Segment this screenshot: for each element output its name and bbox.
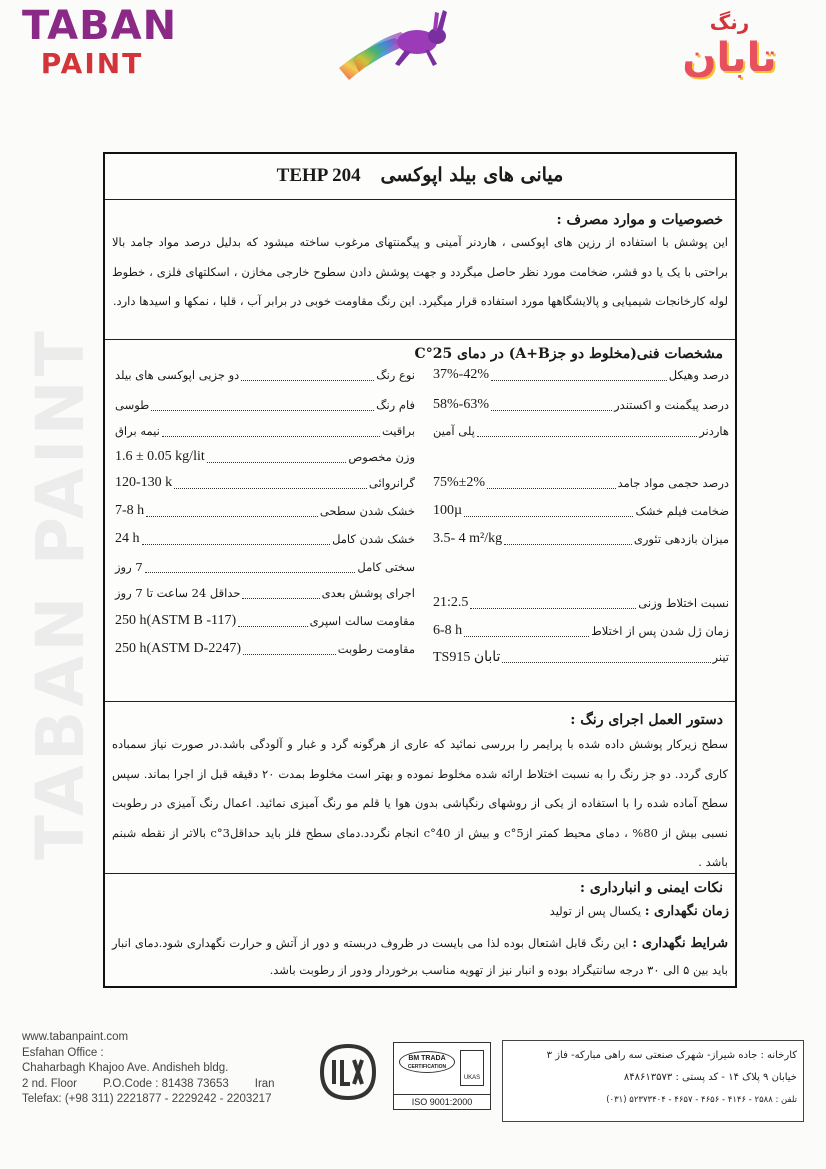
spec-row xyxy=(433,394,729,416)
bm-trada-badge xyxy=(399,1051,455,1073)
spec-row xyxy=(115,420,415,442)
watermark: TABAN PAINT xyxy=(22,327,99,860)
spec-value: 1.6 ± 0.05 kg/lit xyxy=(115,449,205,464)
spec-leader-dots xyxy=(243,643,336,655)
spec-row xyxy=(433,472,729,494)
spec-leader-dots xyxy=(238,615,307,627)
logo-fa-line2: تابان xyxy=(682,35,777,81)
spec-row xyxy=(115,556,415,578)
spec-value: 58%-63% xyxy=(433,397,489,412)
storage-cond-text: این رنگ قابل اشتعال بوده لذا می بایست در ظروف دربسته و دور از آتش و حرارت نگهداری شود.دمای انبار باید بین ۵ الی ۳۰ درجه سانتیگراد بوده و انبار نیز از تهویه مناسب برخوردار ودور از رطوبت باشد. xyxy=(112,936,728,977)
spec-leader-dots xyxy=(146,505,318,517)
spec-leader-dots xyxy=(470,597,636,609)
spec-label: خشک شدن سطحی xyxy=(319,504,415,518)
application-heading: دستور العمل اجرای رنگ : xyxy=(570,712,723,728)
spec-leader-dots xyxy=(174,477,367,489)
spec-label: فام رنگ xyxy=(376,398,415,412)
spec-label: هاردنر xyxy=(699,424,729,438)
specs-heading: مشخصات فنی(مخلوط دو جزA+B) در دمای 25°C xyxy=(414,346,723,362)
spec-leader-dots xyxy=(477,425,697,437)
safety-section xyxy=(105,874,735,988)
spec-value: 250 h(ASTM D-2247) xyxy=(115,641,241,656)
spec-label: مقاومت سالت اسپری xyxy=(309,614,415,628)
office-telefax: Telefax: (+98 311) 2221877 - 2229242 - 2203217 xyxy=(22,1093,272,1105)
spec-value: 7-8 h xyxy=(115,503,145,518)
spec-row xyxy=(115,500,415,522)
spec-value: پلی آمین xyxy=(433,424,475,438)
spec-leader-dots xyxy=(464,625,589,637)
spec-leader-dots xyxy=(491,399,612,411)
factory-line1: کارخانه : جاده شیراز- شهرک صنعتی سه راهی مبارکه- فاز ۳ xyxy=(546,1050,797,1061)
product-code: TEHP 204 xyxy=(276,165,361,186)
spec-row xyxy=(433,420,729,442)
spec-leader-dots xyxy=(145,561,356,573)
properties-text: این پوشش با استفاده از رزین های اپوکسی ، هاردنر آمینی و پیگمنتهای مرغوب ساخته میشود که بدلیل درصد مواد جامد بالا براحتی با یک یا دو قشر، ضخامت مورد نظر حاصل میگردد و جهت پوشش دادن سطوح خارجی مخازن ، اسکلتهای فلزی ، خطوط لوله کارخانجات شیمیایی و پالایشگاهها مورد استفاده قرار میگیرد. این رنگ مقاومت خوبی در برابر آب ، قلیا ، نمکها و اسیدها دارد. xyxy=(112,235,728,308)
spec-leader-dots xyxy=(504,533,632,545)
spec-row xyxy=(433,646,729,668)
spec-leader-dots xyxy=(151,399,374,411)
spec-label: زمان ژل شدن پس از اختلاط xyxy=(591,624,729,638)
office-country: Iran xyxy=(254,1077,275,1090)
factory-address xyxy=(502,1040,804,1122)
iran-standard-icon xyxy=(316,1040,380,1104)
spec-label: خشک شدن کامل xyxy=(332,532,415,546)
spec-label: درصد پیگمنت و اکستندر xyxy=(614,398,729,412)
logo-en-line2: PAINT xyxy=(40,47,144,80)
factory-phone: تلفن : ۲۵۸۸ - ۴۱۴۶ - ۴۶۵۶ - ۴۶۵۷ - ۵۲۳۷۳۴۰۴ (۰۳۱) xyxy=(606,1095,797,1105)
rainbow-rabbit-icon xyxy=(335,6,459,84)
application-text: سطح زیرکار پوشش داده شده با پرایمر را بررسی نمائید که عاری از هرگونه گرد و غبار و آلودگی باشد.در صورت نیاز سمباده کاری گردد. دو جز رنگ را به نسبت اختلاط ارائه شده مخلوط نموده و بهتر است مخلوط بمدت ۲۰ دقیقه قبل از اجرا بماند. سپس سطح آماده شده را با استفاده از یکی از روشهای رنگپاشی بدون هوا یا قلم مو رنگ آمیزی نمائید. اعمال رنگ آمیزی در رطوبت نسبی بیش از 80% ، دمای محیط کمتر از5°c و بیش از 40°c انجام نگردد.دمای سطح فلز باید حداقل3°c بالاتر از نقطه شبنم باشد . xyxy=(112,737,729,869)
spec-label: براقیت xyxy=(381,424,415,438)
spec-label: سختی کامل xyxy=(357,560,415,574)
spec-row xyxy=(433,500,729,522)
spec-label: درصد وهیکل xyxy=(668,368,729,382)
specs-section xyxy=(105,340,735,702)
office-street: Chaharbagh Khajoo Ave. Andisheh bldg. xyxy=(22,1062,229,1074)
product-name: میانی های بیلد اپوکسی xyxy=(380,164,564,186)
spec-label: اجرای پوشش بعدی xyxy=(321,586,415,600)
storage-time-value: یکسال پس از تولید xyxy=(549,904,642,918)
spec-row xyxy=(115,472,415,494)
spec-value: 21:2.5 xyxy=(433,595,469,610)
spec-leader-dots xyxy=(162,425,380,437)
spec-label: نسبت اختلاط وزنی xyxy=(638,596,729,610)
spec-row xyxy=(115,582,415,604)
storage-conditions xyxy=(105,930,735,984)
spec-row xyxy=(115,364,415,386)
spec-label: درصد حجمی مواد جامد xyxy=(617,476,729,490)
spec-label: تینر xyxy=(712,650,729,664)
spec-value: TS915 تابان xyxy=(433,649,501,665)
spec-leader-dots xyxy=(242,587,319,599)
logo-fa-line1: رنگ xyxy=(709,10,750,34)
spec-label: میزان بازدهی تئوری xyxy=(633,532,729,546)
storage-time-label: زمان نگهداری : xyxy=(644,904,729,919)
properties-section xyxy=(105,200,735,340)
spec-leader-dots xyxy=(207,451,347,463)
spec-leader-dots xyxy=(241,369,374,381)
spec-value: 6-8 h xyxy=(433,623,463,638)
spec-value: 37%-42% xyxy=(433,367,489,382)
spec-value: 250 h(ASTM B -117) xyxy=(115,613,237,628)
spec-row xyxy=(433,364,729,386)
spec-leader-dots xyxy=(464,505,633,517)
office-label: Esfahan Office : xyxy=(22,1046,104,1059)
spec-value: 75%±2% xyxy=(433,475,486,490)
spec-label: نوع رنگ xyxy=(376,368,415,382)
safety-heading: نکات ایمنی و انبارداری : xyxy=(579,880,723,896)
spec-leader-dots xyxy=(142,533,331,545)
logo-en-line1: TABAN xyxy=(22,3,178,49)
spec-row xyxy=(115,394,415,416)
storage-time xyxy=(550,904,729,919)
website-link[interactable]: www.tabanpaint.com xyxy=(22,1031,129,1043)
spec-label: ضخامت فیلم خشک xyxy=(635,504,729,518)
spec-label: گرانروائی xyxy=(368,476,415,490)
cert-body-sub: CERTIFICATION xyxy=(407,1064,447,1070)
spec-leader-dots xyxy=(502,651,710,663)
product-title xyxy=(105,154,735,200)
spec-value: دو جزیی اپوکسی های بیلد xyxy=(115,368,240,382)
properties-heading: خصوصیات و موارد مصرف : xyxy=(556,212,723,228)
spec-value: 120-130 k xyxy=(115,475,173,490)
factory-line2: خیابان ۹ پلاک ۱۴ - کد پستی : ۸۴۸۶۱۳۵۷۳ xyxy=(623,1072,797,1083)
spec-value: 100µ xyxy=(433,503,463,518)
spec-value: طوسی xyxy=(115,398,150,412)
office-floor: 2 nd. Floor xyxy=(22,1077,77,1090)
datasheet-box xyxy=(103,152,737,988)
taban-logo-fa xyxy=(647,10,812,82)
application-section xyxy=(105,702,735,874)
spec-row xyxy=(433,620,729,642)
iso-certificate xyxy=(393,1042,491,1110)
iso-label: ISO 9001:2000 xyxy=(394,1094,490,1107)
ukas-badge: UKAS xyxy=(460,1050,484,1086)
spec-row xyxy=(115,528,415,550)
cert-body: BM TRADA xyxy=(408,1055,446,1062)
spec-label: مقاومت رطوبت xyxy=(337,642,415,656)
spec-value: 7 روز xyxy=(115,560,143,574)
spec-row xyxy=(433,592,729,614)
spec-row xyxy=(115,446,415,468)
spec-value: 24 h xyxy=(115,531,140,546)
spec-value: حداقل 24 ساعت تا 7 روز xyxy=(115,586,241,600)
spec-value: نیمه براق xyxy=(115,424,160,438)
spec-label: وزن مخصوص xyxy=(348,450,415,464)
spec-leader-dots xyxy=(491,369,667,381)
spec-row xyxy=(115,610,415,632)
spec-row xyxy=(115,638,415,660)
storage-cond-label: شرایط نگهداری : xyxy=(632,936,728,951)
spec-value: 3.5- 4 m²/kg xyxy=(433,531,503,546)
office-address xyxy=(22,1030,275,1108)
taban-logo-en xyxy=(22,3,178,80)
spec-leader-dots xyxy=(487,477,616,489)
office-postcode: P.O.Code : 81438 73653 xyxy=(102,1077,229,1090)
spec-row xyxy=(433,528,729,550)
